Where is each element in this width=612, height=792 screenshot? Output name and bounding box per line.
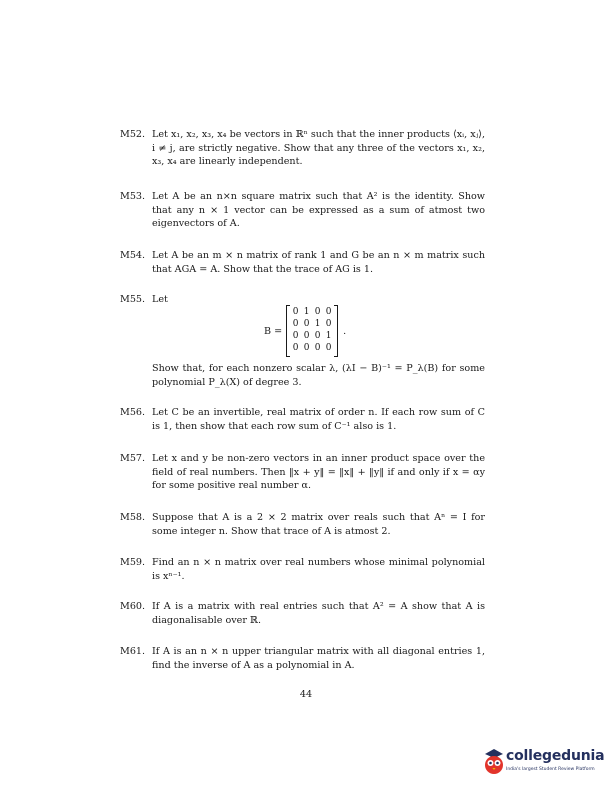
problem-label: M61.: [120, 646, 146, 657]
problem-label: M54.: [120, 250, 146, 261]
matrix-cell: 0: [325, 343, 332, 353]
problem-m59: [120, 556, 485, 583]
problem-text: If A is a matrix with real entries such that A² = A show that A is diagonalisable over ℝ.: [152, 601, 485, 626]
matrix-cell: 0: [325, 307, 332, 317]
matrix-b: [264, 306, 346, 356]
matrix-cell: 0: [292, 331, 299, 341]
problem-label: M60.: [120, 601, 146, 612]
matrix-cell: 0: [314, 343, 321, 353]
problem-m54: [120, 249, 485, 276]
problem-label: M56.: [120, 407, 146, 418]
matrix-period: .: [343, 325, 347, 337]
matrix-cell: 0: [314, 307, 321, 317]
problem-text: Let C be an invertible, real matrix of order n. If each row sum of C is 1, then show that each row sum of C⁻¹ also is 1.: [152, 407, 485, 432]
collegedunia-logo: [482, 745, 612, 785]
problem-text: Let A be an m × n matrix of rank 1 and G be an n × m matrix such that AGA = A. Show that the trace of AG is 1.: [152, 250, 485, 275]
matrix-cell: 0: [292, 319, 299, 329]
problem-text: Let x₁, x₂, x₃, x₄ be vectors in ℝⁿ such that the inner products ⟨xᵢ, xⱼ⟩, i ≠ j, are strictly negative. Show that any three of the vectors x₁, x₂, x₃, x₄ are linearly independent.: [152, 129, 485, 167]
matrix-cell: 1: [303, 307, 310, 317]
problem-label: M57.: [120, 453, 146, 464]
problem-m53: [120, 190, 485, 231]
problem-label: M59.: [120, 557, 146, 568]
problem-text: Show that, for each nonzero scalar λ, (λI − B)⁻¹ = P_λ(B) for some polynomial P_λ(X) of degree 3.: [152, 363, 485, 388]
matrix-cell: 0: [292, 343, 299, 353]
owl-mascot-icon: [482, 745, 506, 779]
problem-label: M52.: [120, 129, 146, 140]
page-number: 44: [299, 689, 313, 700]
matrix-cell: 0: [325, 319, 332, 329]
matrix-cell: 0: [303, 343, 310, 353]
logo-wordmark: collegedunia: [506, 748, 605, 764]
matrix-lhs: B =: [264, 325, 283, 337]
matrix-cell: 0: [314, 331, 321, 341]
problem-label: M55.: [120, 294, 146, 305]
problem-text: Find an n × n matrix over real numbers whose minimal polynomial is xⁿ⁻¹.: [152, 557, 485, 582]
problem-label: M53.: [120, 191, 146, 202]
problem-text: Let x and y be non-zero vectors in an inner product space over the field of real numbers. Then ‖x + y‖ = ‖x‖ + ‖y‖ if and only if x = αy for some positive real number α.: [152, 453, 485, 491]
problem-m52: [120, 128, 485, 169]
matrix-grid: [286, 306, 338, 356]
problem-m56: [120, 406, 485, 433]
matrix-cell: 1: [314, 319, 321, 329]
matrix-cell: 0: [303, 331, 310, 341]
problem-text: Let: [152, 294, 168, 305]
matrix-cell: 0: [303, 319, 310, 329]
logo-tagline: India's largest Student Review Platform: [506, 767, 595, 772]
problem-label: M58.: [120, 512, 146, 523]
problem-text: Let A be an n×n square matrix such that A² is the identity. Show that any n × 1 vector can be expressed as a sum of atmost two eigenvectors of A.: [152, 191, 485, 229]
problem-m57: [120, 452, 485, 493]
problem-m60: [120, 600, 485, 627]
matrix-cell: 0: [292, 307, 299, 317]
problem-m55: [120, 293, 485, 307]
problem-text: Suppose that A is a 2 × 2 matrix over reals such that Aⁿ = I for some integer n. Show that trace of A is atmost 2.: [152, 512, 485, 537]
problem-m61: [120, 645, 485, 672]
problem-m58: [120, 511, 485, 538]
matrix-cell: 1: [325, 331, 332, 341]
problem-m55-continued: [120, 362, 485, 389]
problem-text: If A is an n × n upper triangular matrix with all diagonal entries 1, find the inverse of A as a polynomial in A.: [152, 646, 485, 671]
